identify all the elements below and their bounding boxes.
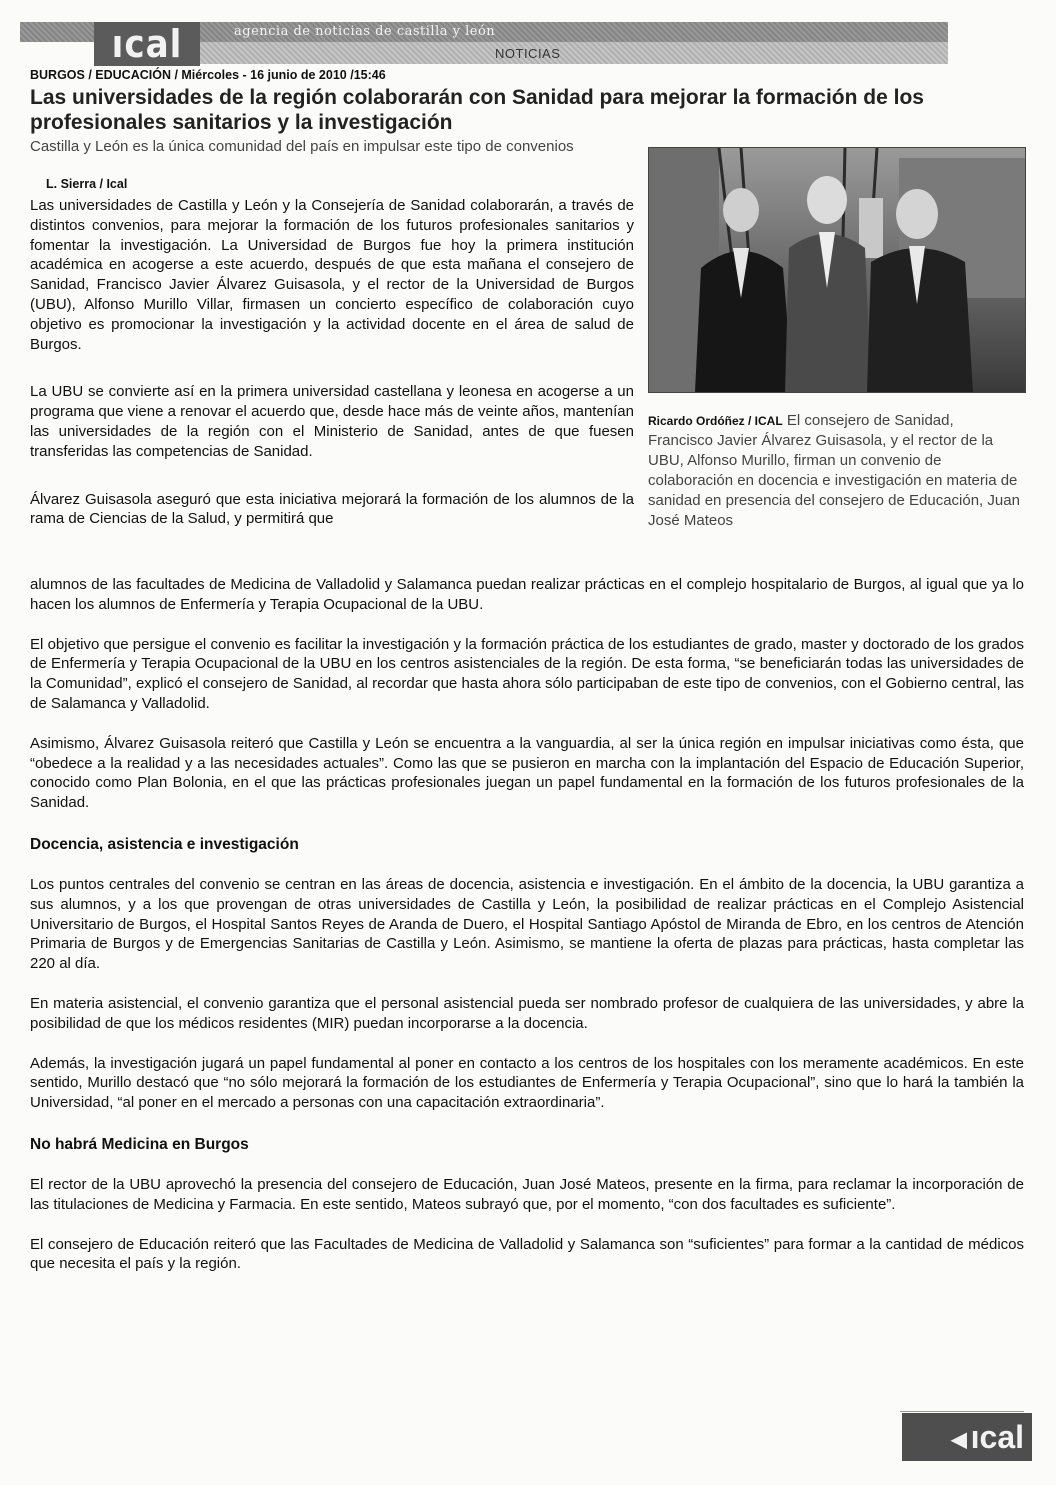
- photo-illustration: [649, 148, 1025, 392]
- caption-text: El consejero de Sanidad, Francisco Javier Álvarez Guisasola, y el rector de la UBU, Alfonso Murillo, firman un convenio de colaboración en docencia e investigación en materia de sanidad en presencia del consejero de Educación, Juan José Mateos: [648, 412, 1020, 529]
- paragraph: La UBU se convierte así en la primera universidad castellana y leonesa en acogerse a un programa que viene a renovar el acuerdo que, desde hace más de veinte años, mantenían las universidades de la región con el Ministerio de Sanidad, antes de que fuesen transferidas las competencias de Sanidad.: [30, 383, 634, 460]
- photo-caption: [648, 411, 1020, 531]
- paragraph: El objetivo que persigue el convenio es facilitar la investigación y la formación práctica de los estudiantes de grado, master y doctorado de los grados de Enfermería y Terapia Ocupacional de la UBU en los centros asistenciales de la región. De esta forma, “se beneficiarán todas las universidades de la Comunidad”, explicó el consejero de Sanidad, al recordar que hasta ahora sólo participaban de este tipo de convenios, con el Gobierno central, las de Salamanca y Valladolid.: [30, 635, 1024, 712]
- paragraph: Álvarez Guisasola aseguró que esta iniciativa mejorará la formación de los alumnos de la rama de Ciencias de la Salud, y permitirá que: [30, 490, 634, 528]
- paragraph: alumnos de las facultades de Medicina de Valladolid y Salamanca puedan realizar prácticas en el complejo hospitalario de Burgos, al igual que ya lo hacen los alumnos de Enfermería y Terapia Ocupacional de la UBU.: [30, 576, 1024, 613]
- paragraph: El consejero de Educación reiteró que las Facultades de Medicina de Valladolid y Salamanca son “suficientes” para formar a la cantidad de médicos que necesita el país y la región.: [30, 1235, 1024, 1273]
- paragraph: Asimismo, Álvarez Guisasola reiteró que Castilla y León se encuentra a la vanguardia, al ser la única región en impulsar iniciativas como ésta, que “obedece a la realidad y a las necesidades actuales”. Como las que se pusieron en marcha con la implantación del Espacio de Educación Superior, conocido como Plan Bolonia, en el que las prácticas profesionales juegan un papel fundamental en la formación de los futuros profesionales de la Sanidad.: [30, 734, 1024, 812]
- masthead: [20, 22, 948, 64]
- article-left-column: [30, 196, 634, 529]
- paragraph: Además, la investigación jugará un papel fundamental al poner en contacto a los centros de los hospitales con los meramente académicos. En este sentido, Murillo destacó que “no sólo mejorará la formación de los estudiantes de Enfermería y Terapia Ocupacional”, sino que lo hará la también la Universidad, “al poner en el mercado a personas con una capacitación extraordinaria”.: [30, 1054, 1024, 1112]
- section-heading: No habrá Medicina en Burgos: [30, 1135, 249, 1153]
- photo-credit: Ricardo Ordóñez / ICAL: [648, 414, 783, 428]
- paragraph: Las universidades de Castilla y León y la Consejería de Sanidad colaborarán, a través de distintos convenios, para mejorar la formación de los futuros profesionales sanitarios y fomentar la investigación. La Universidad de Burgos fue hoy la primera institución académica en acogerse a este acuerdo, después de que esta mañana el consejero de Sanidad, Francisco Javier Álvarez Guisasola, y el rector de la Universidad de Burgos (UBU), Alfonso Murillo Villar, firmasen un concierto específico de colaboración cuyo objetivo es promocionar la investigación y la actividad docente en el área de salud de Burgos.: [30, 197, 634, 353]
- news-photo: [648, 147, 1026, 393]
- section-label: NOTICIAS: [495, 46, 561, 61]
- masthead-section-bar: [190, 42, 948, 64]
- section-heading: Docencia, asistencia e investigación: [30, 835, 299, 853]
- paragraph: En materia asistencial, el convenio garantiza que el personal asistencial pueda ser nombrado profesor de cualquiera de las universidades, y abre la posibilidad de que los médicos residentes (MIR) puedan incorporarse a la docencia.: [30, 994, 1024, 1032]
- footer-logo-text: ıcal: [970, 1419, 1024, 1455]
- paragraph: Los puntos centrales del convenio se centran en las áreas de docencia, asistencia e investigación. En el ámbito de la docencia, la UBU garantiza a sus alumnos, y a los que provengan de otras universidades de Castilla y León, la posibilidad de realizar prácticas en el Complejo Asistencial Universitario de Burgos, el Hospital Santos Reyes de Aranda de Duero, el Hospital Santiago Apóstol de Miranda de Ebro, en los centros de Atención Primaria de Burgos y de Emergencias Sanitarias de Castilla y León. Asimismo, se mantiene la oferta de plazas para prácticas, hasta completar las 220 al día.: [30, 875, 1024, 973]
- headline: Las universidades de la región colaborarán con Sanidad para mejorar la formación de los profesionales sanitarios y la investigación: [30, 86, 924, 134]
- ical-logo: ıcal: [94, 22, 200, 66]
- byline: L. Sierra / Ical: [46, 177, 128, 191]
- dateline: BURGOS / EDUCACIÓN / Miércoles - 16 junio de 2010 /15:46: [30, 68, 386, 82]
- article-full-width: [30, 575, 1024, 1274]
- subheadline: Castilla y León es la única comunidad del país en impulsar este tipo de convenios: [30, 138, 574, 155]
- paragraph: El rector de la UBU aprovechó la presencia del consejero de Educación, Juan José Mateos, presente en la firma, para reclamar la incorporación de las titulaciones de Medicina y Farmacia. En este sentido, Mateos subrayó que, por el momento, “con dos facultades es suficiente”.: [30, 1175, 1024, 1213]
- arrow-left-icon: ◀: [951, 1428, 967, 1451]
- footer-logo: [902, 1413, 1032, 1461]
- footer-rule: [900, 1411, 1024, 1412]
- agency-name: agencia de noticias de castilla y león: [234, 24, 496, 39]
